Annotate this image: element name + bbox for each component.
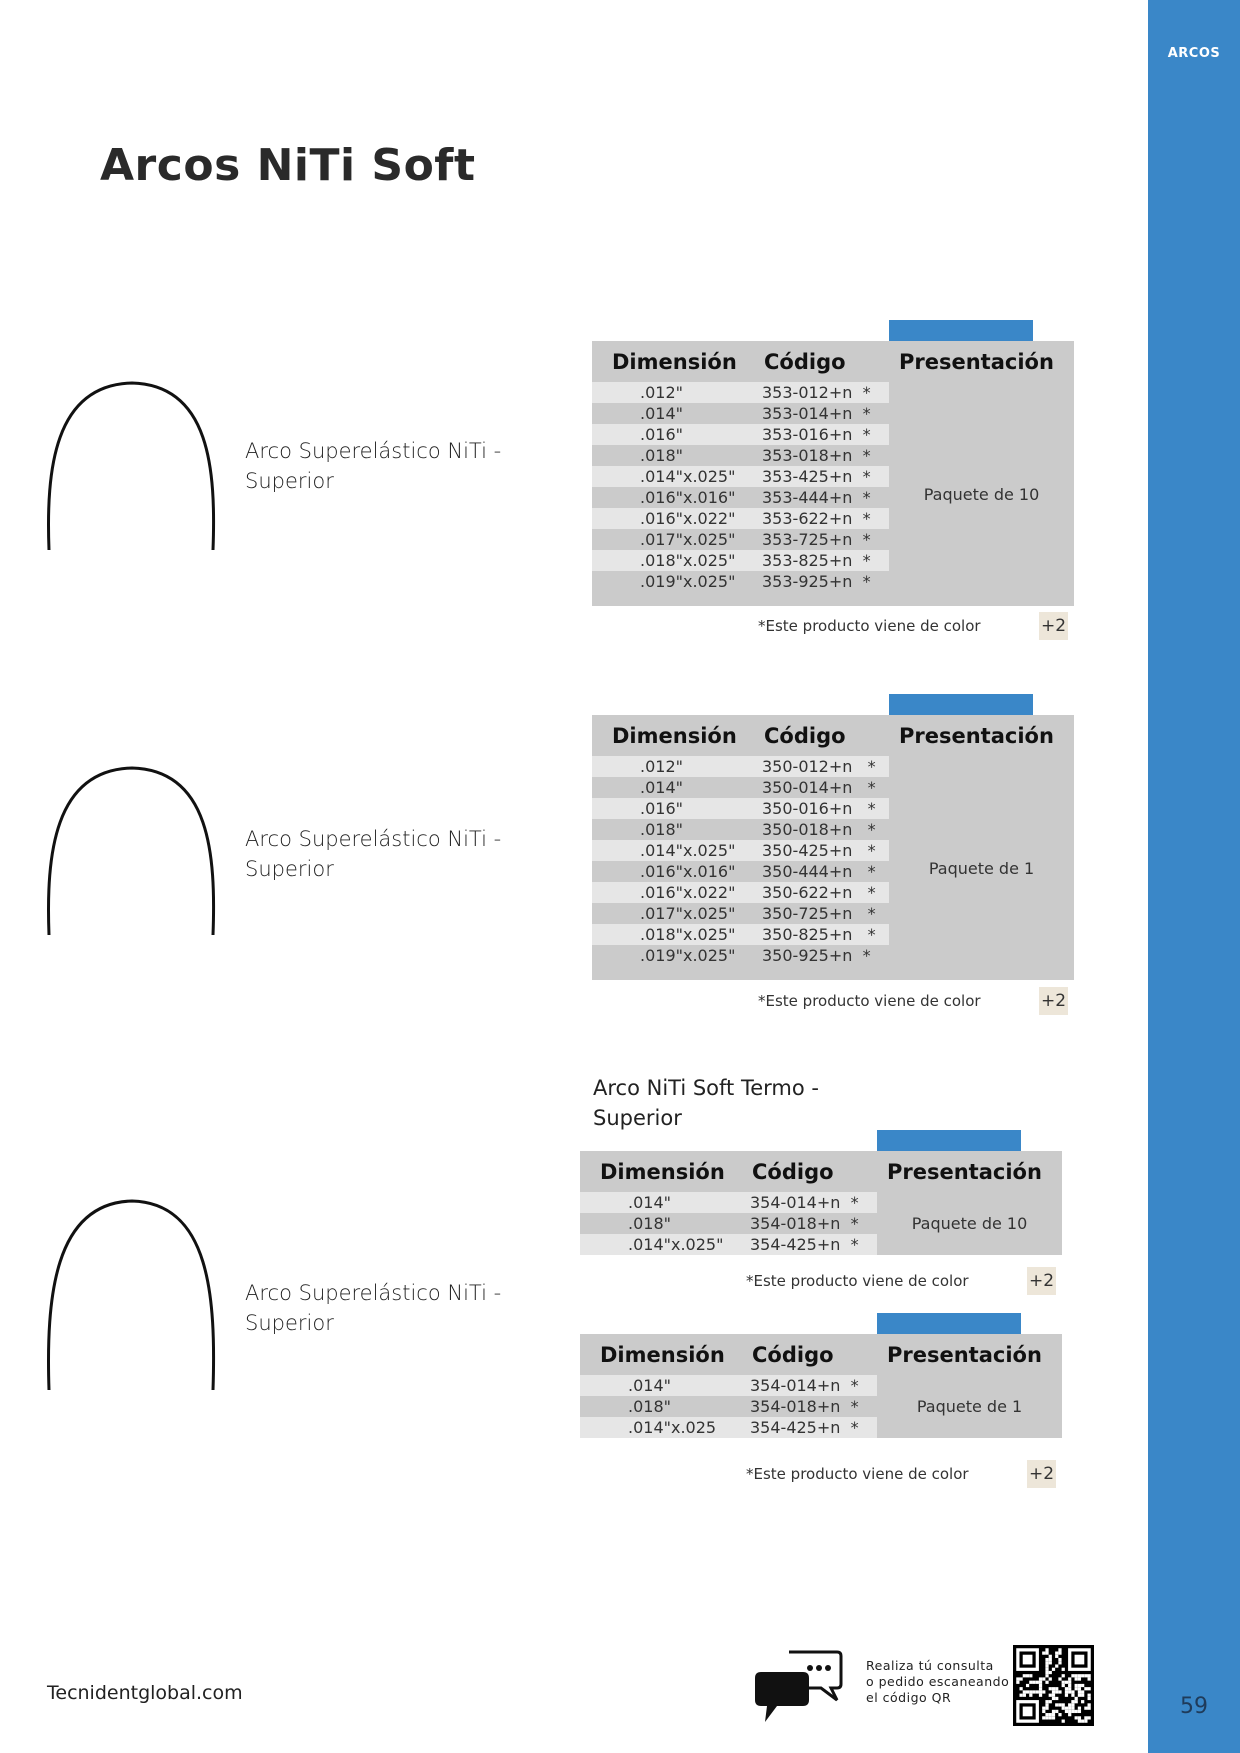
header-presentation: Presentación	[887, 1342, 1042, 1367]
sidebar	[1148, 0, 1240, 1753]
dimension-cell: .018"x.025"	[640, 551, 736, 570]
code-cell: 350-016+n *	[762, 799, 876, 818]
presentation-cell: Paquete de 10	[923, 484, 1040, 504]
dimension-cell: .018"	[628, 1397, 671, 1416]
color-badge: +2	[1039, 612, 1068, 640]
arch-wire-image-2	[44, 765, 220, 937]
table-header	[592, 341, 1074, 382]
table-row	[592, 924, 889, 945]
table-row	[592, 445, 889, 466]
table-row	[580, 1375, 877, 1396]
dimension-cell: .014"x.025"	[640, 467, 736, 486]
table-row	[592, 382, 889, 403]
color-badge: +2	[1027, 1267, 1056, 1295]
table-tab-accent	[877, 1313, 1021, 1334]
table-header	[580, 1334, 1062, 1375]
dimension-cell: .014"	[628, 1193, 671, 1212]
dimension-cell: .017"x.025"	[640, 904, 736, 923]
color-note: *Este producto viene de color	[758, 992, 981, 1010]
chat-icon	[755, 1648, 843, 1724]
color-badge: +2	[1039, 987, 1068, 1015]
header-presentation: Presentación	[887, 1159, 1042, 1184]
table-row	[580, 1396, 877, 1417]
product-table	[580, 1151, 1062, 1255]
table-row	[580, 1213, 877, 1234]
table-row	[592, 819, 889, 840]
dimension-cell: .016"x.016"	[640, 488, 736, 507]
code-cell: 350-012+n *	[762, 757, 876, 776]
table-row	[592, 424, 889, 445]
code-cell: 354-014+n *	[750, 1376, 859, 1395]
section-label: ARCOS	[1167, 46, 1221, 61]
product-label: Arco Superelástico NiTi - Superior	[245, 827, 502, 881]
code-cell: 350-725+n *	[762, 904, 876, 923]
page-title: Arcos NiTi Soft	[100, 140, 476, 191]
header-presentation: Presentación	[899, 349, 1054, 374]
code-cell: 353-925+n *	[762, 572, 871, 591]
dimension-cell: .018"	[640, 820, 683, 839]
code-cell: 354-018+n *	[750, 1214, 859, 1233]
qr-text-line: o pedido escaneando	[866, 1674, 1010, 1689]
code-cell: 354-014+n *	[750, 1193, 859, 1212]
table-row	[592, 487, 889, 508]
code-cell: 350-622+n *	[762, 883, 876, 902]
arch-wire-image-1	[44, 380, 220, 552]
table-header	[592, 715, 1074, 756]
dimension-cell: .014"x.025"	[640, 841, 736, 860]
table-row	[592, 529, 889, 550]
dimension-cell: .014"	[640, 404, 683, 423]
table-row	[580, 1234, 877, 1255]
qr-code[interactable]	[1013, 1645, 1094, 1726]
dimension-cell: .019"x.025"	[640, 946, 736, 965]
table-header	[580, 1151, 1062, 1192]
dimension-cell: .019"x.025"	[640, 572, 736, 591]
dimension-cell: .014"x.025"	[628, 1235, 724, 1254]
website[interactable]: Tecnidentglobal.com	[47, 1682, 243, 1704]
product-table	[580, 1334, 1062, 1438]
header-dimension: Dimensión	[600, 1159, 725, 1184]
dimension-cell: .014"x.025	[628, 1418, 717, 1437]
header-code: Código	[764, 723, 846, 748]
code-cell: 350-425+n *	[762, 841, 876, 860]
code-cell: 350-825+n *	[762, 925, 876, 944]
code-cell: 354-425+n *	[750, 1418, 859, 1437]
table-row	[592, 798, 889, 819]
dimension-cell: .016"x.022"	[640, 883, 736, 902]
code-cell: 353-725+n *	[762, 530, 871, 549]
code-cell: 353-425+n *	[762, 467, 871, 486]
dimension-cell: .016"x.022"	[640, 509, 736, 528]
code-cell: 350-444+n *	[762, 862, 876, 881]
presentation-cell: Paquete de 1	[916, 1397, 1023, 1416]
table-row	[592, 903, 889, 924]
code-cell: 354-018+n *	[750, 1397, 859, 1416]
code-cell: 353-825+n *	[762, 551, 871, 570]
table-row	[592, 882, 889, 903]
table-row	[592, 861, 889, 882]
qr-text-line: el código QR	[866, 1690, 952, 1705]
table-row	[580, 1192, 877, 1213]
header-presentation: Presentación	[899, 723, 1054, 748]
header-code: Código	[764, 349, 846, 374]
table-row	[592, 550, 889, 571]
table-row	[592, 756, 889, 777]
subheading: Arco NiTi Soft Termo - Superior	[593, 1076, 819, 1130]
product-label: Arco Superelástico NiTi - Superior	[245, 1281, 502, 1335]
page-number: 59	[1180, 1694, 1208, 1719]
code-cell: 354-425+n *	[750, 1235, 859, 1254]
qr-instructions	[866, 1658, 1009, 1706]
dimension-cell: .017"x.025"	[640, 530, 736, 549]
header-code: Código	[752, 1342, 834, 1367]
code-cell: 350-014+n *	[762, 778, 876, 797]
color-note: *Este producto viene de color	[746, 1465, 969, 1483]
code-cell: 353-018+n *	[762, 446, 871, 465]
table-row	[592, 508, 889, 529]
table-row	[580, 1417, 877, 1438]
presentation-cell: Paquete de 1	[928, 858, 1035, 878]
table-tab-accent	[889, 694, 1033, 715]
header-code: Código	[752, 1159, 834, 1184]
table-row	[592, 777, 889, 798]
arch-wire-image-3	[44, 1198, 220, 1392]
table-row	[592, 571, 889, 592]
table-row	[592, 403, 889, 424]
table-tab-accent	[889, 320, 1033, 341]
product-table	[592, 341, 1074, 606]
color-badge: +2	[1027, 1460, 1056, 1488]
dimension-cell: .018"	[628, 1214, 671, 1233]
code-cell: 350-018+n *	[762, 820, 876, 839]
code-cell: 353-012+n *	[762, 383, 871, 402]
header-dimension: Dimensión	[612, 723, 737, 748]
color-note: *Este producto viene de color	[746, 1272, 969, 1290]
product-label: Arco Superelástico NiTi - Superior	[245, 439, 502, 493]
product-table	[592, 715, 1074, 980]
color-note: *Este producto viene de color	[758, 617, 981, 635]
presentation-cell: Paquete de 10	[911, 1214, 1028, 1233]
dimension-cell: .016"	[640, 799, 683, 818]
dimension-cell: .018"x.025"	[640, 925, 736, 944]
dimension-cell: .016"	[640, 425, 683, 444]
code-cell: 353-016+n *	[762, 425, 871, 444]
qr-text-line: Realiza tú consulta	[866, 1658, 994, 1673]
dimension-cell: .014"	[640, 778, 683, 797]
header-dimension: Dimensión	[600, 1342, 725, 1367]
header-dimension: Dimensión	[612, 349, 737, 374]
table-tab-accent	[877, 1130, 1021, 1151]
code-cell: 350-925+n *	[762, 946, 871, 965]
code-cell: 353-444+n *	[762, 488, 871, 507]
code-cell: 353-622+n *	[762, 509, 871, 528]
table-row	[592, 840, 889, 861]
table-row	[592, 945, 889, 966]
dimension-cell: .014"	[628, 1376, 671, 1395]
dimension-cell: .016"x.016"	[640, 862, 736, 881]
dimension-cell: .018"	[640, 446, 683, 465]
table-row	[592, 466, 889, 487]
dimension-cell: .012"	[640, 383, 683, 402]
code-cell: 353-014+n *	[762, 404, 871, 423]
dimension-cell: .012"	[640, 757, 683, 776]
